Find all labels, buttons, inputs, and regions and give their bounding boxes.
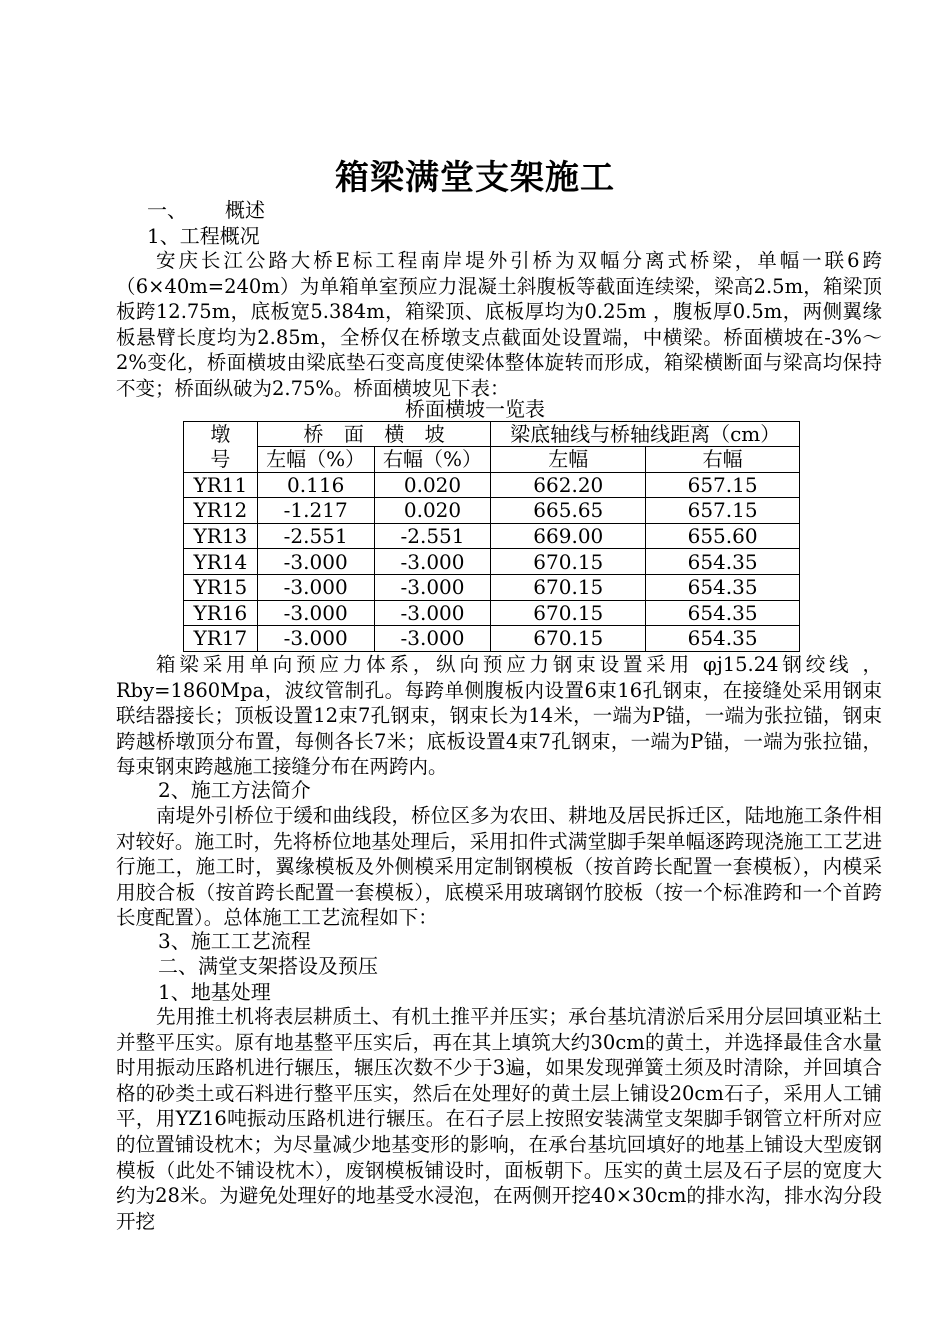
document-title: 箱梁满堂支架施工 [335, 158, 615, 198]
section-heading-overview [147, 197, 265, 223]
subheading-process-flow: 3、施工工艺流程 [158, 929, 311, 953]
table-row [184, 498, 800, 524]
cell-right: 657.15 [646, 472, 800, 498]
header-pier-bottom: 号 [184, 447, 258, 473]
header-pier-top: 墩 [184, 422, 258, 447]
header-right: 右幅 [646, 447, 800, 473]
cell-left-pct: -3.000 [257, 600, 374, 626]
header-left: 左幅 [491, 447, 646, 473]
cell-right: 654.35 [646, 549, 800, 575]
table-row [184, 523, 800, 549]
cell-pier: YR12 [184, 498, 258, 524]
table-row [184, 549, 800, 575]
cell-left-pct: 0.116 [257, 472, 374, 498]
table-header-row [184, 422, 800, 447]
cell-right: 654.35 [646, 626, 800, 652]
cell-left: 662.20 [491, 472, 646, 498]
cell-left: 665.65 [491, 498, 646, 524]
section-title: 概述 [225, 198, 265, 222]
cell-pier: YR14 [184, 549, 258, 575]
cell-right-pct: 0.020 [374, 472, 491, 498]
cell-left-pct: -2.551 [257, 523, 374, 549]
cell-right-pct: -2.551 [374, 523, 491, 549]
cell-pier: YR17 [184, 626, 258, 652]
header-left-pct: 左幅（%） [257, 447, 374, 473]
slope-table [183, 421, 800, 652]
table-row [184, 574, 800, 600]
table-row [184, 600, 800, 626]
cell-right-pct: -3.000 [374, 600, 491, 626]
header-right-pct: 右幅（%） [374, 447, 491, 473]
cell-right: 654.35 [646, 574, 800, 600]
cell-left-pct: -1.217 [257, 498, 374, 524]
cell-pier: YR16 [184, 600, 258, 626]
cell-left-pct: -3.000 [257, 549, 374, 575]
header-distance: 梁底轴线与桥轴线距离（cm） [491, 422, 800, 447]
cell-right-pct: -3.000 [374, 626, 491, 652]
cell-right-pct: -3.000 [374, 549, 491, 575]
subheading-project-overview: 1、工程概况 [147, 224, 260, 248]
table-caption: 桥面横坡一览表 [405, 397, 545, 421]
cell-right-pct: 0.020 [374, 498, 491, 524]
cell-left-pct: -3.000 [257, 626, 374, 652]
cell-right-pct: -3.000 [374, 574, 491, 600]
cell-right: 657.15 [646, 498, 800, 524]
paragraph-construction-method: 南堤外引桥位于缓和曲线段，桥位区多为农田、耕地及居民拆迁区，陆地施工条件相对较好。施工时，先将桥位地基处理后，采用扣件式满堂脚手架单幅逐跨现浇施工工艺进行施工，施工时，翼缘模板及外侧模采用定制钢模板（按首跨长配置一套模板），内模采用胶合板（按首跨长配置一套模板），底模采用玻璃钢竹胶板（按一个标准跨和一个首跨长度配置）。总体施工工艺流程如下： [116, 804, 882, 930]
section-number: 一、 [147, 198, 187, 222]
table-row [184, 626, 800, 652]
cell-right: 654.35 [646, 600, 800, 626]
cell-right: 655.60 [646, 523, 800, 549]
cell-pier: YR15 [184, 574, 258, 600]
cell-pier: YR13 [184, 523, 258, 549]
subheading-construction-method: 2、施工方法简介 [158, 778, 311, 802]
table-row [184, 472, 800, 498]
cell-left-pct: -3.000 [257, 574, 374, 600]
subheading-foundation: 1、地基处理 [158, 980, 271, 1004]
paragraph-project-overview: 安庆长江公路大桥E标工程南岸堤外引桥为双幅分离式桥梁，单幅一联6跨（6×40m=240m）为单箱单室预应力混凝土斜腹板等截面连续梁，梁高2.5m，箱梁顶板跨12.75m，底板宽5.384m，箱梁顶、底板厚均为0.25m ，腹板厚0.5m，两侧翼缘板悬臂长度均为2.85m，全桥仅在桥墩支点截面处设置端，中横梁。桥面横坡在-3%～2%变化，桥面横坡由梁底垫石变高度使梁体整体旋转而形成，箱梁横断面与梁高均保持不变；桥面纵破为2.75%。桥面横坡见下表： [116, 249, 882, 400]
table-subheader-row [184, 447, 800, 473]
cell-left: 670.15 [491, 600, 646, 626]
cell-pier: YR11 [184, 472, 258, 498]
header-slope: 桥 面 横 坡 [257, 422, 491, 447]
section-heading-scaffold: 二、满堂支架搭设及预压 [158, 954, 378, 978]
cell-left: 670.15 [491, 574, 646, 600]
paragraph-foundation: 先用推土机将表层耕质土、有机土推平并压实；承台基坑清淤后采用分层回填亚粘土并整平压实。原有地基整平压实后，再在其上填筑大约30cm的黄土，并选择最佳含水量时用振动压路机进行辗压，辗压次数不少于3遍，如果发现弹簧土须及时清除，并回填合格的砂类土或石料进行整平压实，然后在处理好的黄土层上铺设20cm石子，采用人工铺平，用YZ16吨振动压路机进行辗压。在石子层上按照安装满堂支架脚手钢管立杆所对应的位置铺设枕木；为尽量减少地基变形的影响，在承台基坑回填好的地基上铺设大型废钢模板（此处不铺设枕木），废钢模板铺设时，面板朝下。压实的黄土层及石子层的宽度大约为28米。为避免处理好的地基受水浸泡，在两侧开挖40×30cm的排水沟，排水沟分段开挖 [116, 1005, 882, 1233]
cell-left: 669.00 [491, 523, 646, 549]
paragraph-prestress: 箱梁采用单向预应力体系，纵向预应力钢束设置采用 φj15.24钢绞线 ，Rby=1860Mpa，波纹管制孔。每跨单侧腹板内设置6束16孔钢束，在接缝处采用钢束联结器接长；顶板设置12束7孔钢束，钢束长为14米，一端为P锚，一端为张拉锚，钢束跨越桥墩顶分布置，每侧各长7米；底板设置4束7孔钢束，一端为P锚，一端为张拉锚，每束钢束跨越施工接缝分布在两跨内。 [116, 653, 882, 779]
cell-left: 670.15 [491, 549, 646, 575]
cell-left: 670.15 [491, 626, 646, 652]
